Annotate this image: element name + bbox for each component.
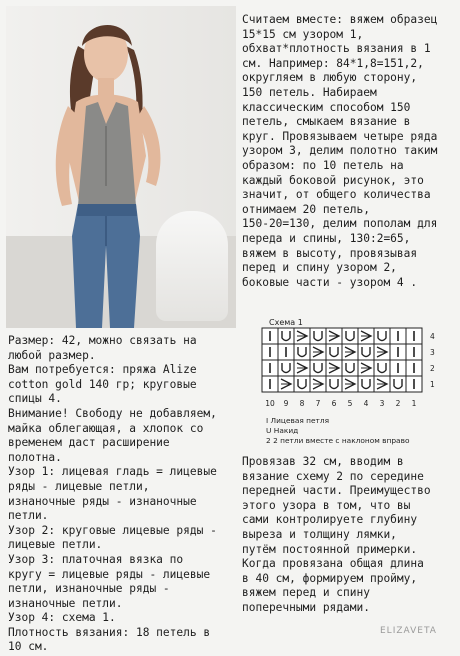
chart-title: Схема 1 [269,318,303,327]
chart-cell [342,344,358,360]
chart-cell [278,328,294,344]
chart-cell [278,344,294,360]
chart-cell [294,328,310,344]
instructions-neckline-text: Провязав 32 см, вводим в вязание схему 2 по середине передней части. Преимущество этого узора в том, что вы сами контролируете глубину выреза и толщину лямки, путём постоянной примерки. Когда провязана общая длина в 40 см, формируем пройму, вяжем перед и спину поперечными рядами. [242,455,431,614]
model-photo [6,6,236,328]
chart-cell [358,376,374,392]
chart-cell [406,344,422,360]
chart-cell [374,344,390,360]
legend-text-decrease: 2 петли вместе с наклоном вправо [273,436,410,445]
chart-cell [278,360,294,376]
model-figure [6,6,236,328]
chart-cell [326,344,342,360]
chart-cell [406,328,422,344]
chart-cell [390,360,406,376]
chart-cell [406,360,422,376]
chart-cell [342,376,358,392]
chart-cell [326,328,342,344]
chart-col-number: 2 [395,399,401,408]
author-signature: ELIZAVETA [380,626,437,636]
chart-cell [342,360,358,376]
chart-col-number: 5 [347,399,353,408]
pattern-chart [258,326,458,416]
chart-cell [390,376,406,392]
chart-col-number: 10 [265,399,275,408]
chart-cell [310,376,326,392]
chart-row-number: 4 [430,332,435,341]
legend-symbol-decrease: 2 [266,436,271,445]
chart-cell [406,376,422,392]
chart-cell [374,376,390,392]
legend-item-yarnover [266,426,298,435]
legend-symbol-knit: I [266,416,269,425]
chart-cell [326,360,342,376]
chart-cell [278,376,294,392]
chart-row-number: 3 [430,348,435,357]
legend-text-yarnover: Накид [273,426,299,435]
chart-cell [390,328,406,344]
chart-cell [374,328,390,344]
chart-col-number: 4 [363,399,369,408]
chart-col-number: 3 [379,399,385,408]
chart-col-number: 6 [331,399,337,408]
legend-symbol-yarnover: U [266,426,272,435]
chart-cell [262,328,278,344]
chart-col-number: 8 [299,399,305,408]
chart-col-number: 7 [315,399,321,408]
chart-cell [310,360,326,376]
chart-cell [310,328,326,344]
materials-and-patterns-text: Размер: 42, можно связать на любой размер. Вам потребуется: пряжа Alize cotton gold 140 гр; круговые спицы 4. Внимание! Свободу не добавляем, майка облегающая, а хлопок со временем даст расширение полотна. Узор 1: лицевая гладь = лицевые ряды - лицевые петли, изнаночные ряды - изнаночные петли. Узор 2: круговые лицевые ряды - лицевые петли. Узор 3: платочная вязка по кругу = лицевые ряды - лицевые петли, изнаночные ряды - изнаночные петли. Узор 4: схема 1. Плотность вязания: 18 петель в 10 см. [8,334,217,654]
chart-cell [310,344,326,360]
chart-row-number: 1 [430,380,435,389]
instructions-count-text: Считаем вместе: вяжем образец 15*15 см узором 1, обхват*плотность вязания в 1 см. Например: 84*1,8=151,2, округляем в любую сторону, 150 петель. Набираем классическим способом 150 петель, смыкаем вязание в круг. Провязываем четыре ряда узором 3, делим полотно таким образом: по 10 петель на каждый боковой рисунок, это значит, от общего количества отнимаем 20 петель, 150-20=130, делим пополам для переда и спины, 130:2=65, вяжем в высоту, провязывая перед и спину узором 2, боковые части - узором 4 . [242,13,438,289]
chart-cell [326,376,342,392]
chart-row-number: 2 [430,364,435,373]
chart-cell [342,328,358,344]
chart-cell [294,376,310,392]
legend-item-knit [266,416,329,425]
chart-cell [294,344,310,360]
chart-col-number: 1 [411,399,417,408]
legend-item-decrease [266,436,409,445]
chart-cell [390,344,406,360]
chart-cell [294,360,310,376]
chart-col-number: 9 [283,399,289,408]
legend-text-knit: Лицевая петля [270,416,330,425]
chart-cell [358,328,374,344]
chart-cell [262,360,278,376]
chart-cell [262,376,278,392]
chart-cell [358,344,374,360]
chart-cell [358,360,374,376]
chart-cell [262,344,278,360]
chart-cell [374,360,390,376]
